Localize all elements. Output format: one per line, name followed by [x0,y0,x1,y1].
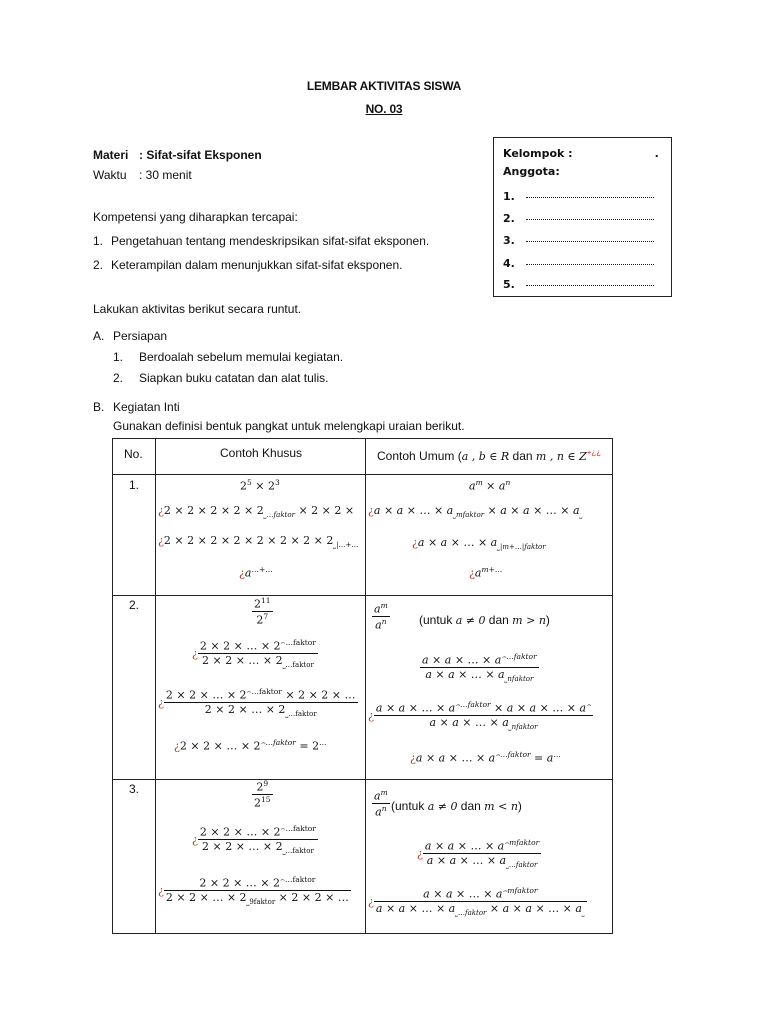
row-number: 2. [129,598,140,612]
math-expression: ¿ $\frac{a \times a \times \dots \times a^{⌢\dots faktor} \times a \times a \times \dots \times a^⌢}{a \times a \times \dots \times a_{⎵nfaktor}}$ [368,700,592,731]
kompetensi-num: 2. [93,258,104,272]
section-b-title: Kegiatan Inti [113,400,180,414]
materi-value: : Sifat-sifat Eksponen [139,148,262,162]
math-expression: ¿a…+… [239,565,273,580]
math-expression: $\frac{a \times a \times \dots \times a^{⌢\dots faktor}}{a \times a \times \dots \times a_{⎵nfaktor}}$ [422,652,537,683]
math-expression: ¿ $\frac{2 \times 2 \times \dots \times 2^{⌢\dots faktor}}{2 \times 2 \times \dots \times 2_{⎵\dots faktor}}$ [192,824,316,855]
member-field[interactable]: 4. [503,257,515,270]
math-expression: ¿a × a × … × $a_{⎵mfaktor} \times a \times a$ × … × $a_⎵$ [368,504,583,520]
waktu-label: Waktu [93,168,127,182]
row-number: 3. [129,782,140,796]
document-title: LEMBAR AKTIVITAS SISWA [306,79,462,93]
math-expression: $\frac{2^9}{2^{15}}$ [254,779,271,810]
list-num: 1. [113,350,124,364]
aktivitas-intro: Lakukan aktivitas berikut secara runtut. [93,302,302,316]
section-b-instruction: Gunakan definisi bentuk pangkat untuk melengkapi uraian berikut. [113,419,465,433]
section-b-label: B. [93,400,105,414]
math-expression: ¿ $\frac{2 \times 2 \times \dots \times 2^{⌢\dots faktor}}{2 \times 2 \times \dots \times 2_{⎵\dots faktor}}$ [192,638,316,669]
list-item: Siapkan buku catatan dan alat tulis. [139,371,329,385]
header-contoh-khusus: Contoh Khusus [220,446,303,460]
math-expression: ¿$2 \times 2 \times 2 \times 2 \times 2 \times 2 \times 2 \times 2_{⎵|\dots+\dots}$ [158,534,359,550]
header-contoh-umum: Contoh Umum (a , b ∈ R dan m , n ∈ Z+¿¿ [377,448,602,463]
member-field[interactable]: 1. [503,190,515,203]
kompetensi-intro: Kompetensi yang diharapkan tercapai: [93,210,298,224]
math-expression: $a^m \times a^n$ [469,478,511,493]
section-a-title: Persiapan [113,329,168,343]
math-expression: ¿$a^{m+\dots}$ [469,565,503,580]
kompetensi-item: Keterampilan dalam menunjukkan sifat-sifat eksponen. [111,258,403,272]
math-expression: $\frac{2^{11}}{2^7}$ [254,596,271,627]
math-expression: ¿a × a × … × $a_{⎵|m+\dots|faktor}$ [412,536,546,552]
list-item: Berdoalah sebelum memulai kegiatan. [139,350,344,364]
kompetensi-item: Pengetahuan tentang mendeskripsikan sifat-sifat eksponen. [111,234,430,248]
group-box [493,137,672,297]
section-a-label: A. [93,329,105,343]
math-expression: ¿ $\frac{2 \times 2 \times \dots \times 2^{⌢\dots faktor} \times 2 \times 2 \times \dots}{2 \times 2 \times \dots \times 2_{⎵\dots faktor}}$ [158,687,356,718]
math-expression: ¿$2 \times 2 \times 2 \times 2 \times 2_{⎵\dots faktor} \times 2 \times 2$ × [158,504,355,520]
kelompok-field[interactable]: Kelompok : . [503,147,659,160]
condition-text: (untuk a ≠ 0 dan m > n) [419,613,550,627]
member-field[interactable]: 5. [503,278,515,291]
header-no: No. [124,447,143,461]
kompetensi-num: 1. [93,234,104,248]
math-expression: ¿2 × 2 × … × $2^{⌢\dots faktor} = 2^\dots$ [174,738,327,753]
math-expression: ¿ $\frac{a \times a \times \dots \times a^{⌢mfaktor}}{a \times a \times \dots \times a_{⎵\dots faktor} \times a \times a \times \dots \times a_⎵}$ [368,886,585,917]
member-field[interactable]: 3. [503,234,515,247]
exponent-table [112,438,613,934]
member-field[interactable]: 2. [503,212,515,225]
math-expression: ¿ $\frac{2 \times 2 \times \dots \times 2^{⌢\dots faktor}}{2 \times 2 \times \dots \times 2_{⎵9faktor} \times 2 \times 2 \times \dots}$ [158,875,349,906]
math-expression: ¿a × a × … × $a^{⌢\dots faktor} = a^\dots$ [410,750,561,765]
list-num: 2. [113,371,124,385]
row-number: 1. [129,478,140,492]
math-expression: $\frac{a^m}{a^n}$ [374,601,388,632]
materi-label: Materi [93,148,129,162]
math-expression: $2^5 \times 2^3$ [240,478,280,493]
anggota-label: Anggota: [503,165,560,178]
math-expression: ¿ $\frac{a \times a \times \dots \times a^{⌢mfaktor}}{a \times a \times \dots \times a_{⎵\dots faktor}}$ [417,838,540,869]
condition-text: (untuk a ≠ 0 dan m < n) [391,799,522,813]
waktu-value: : 30 menit [139,168,192,182]
document-number: NO. 03 [365,102,403,116]
math-expression: $\frac{a^m}{a^n}$ [374,788,388,819]
